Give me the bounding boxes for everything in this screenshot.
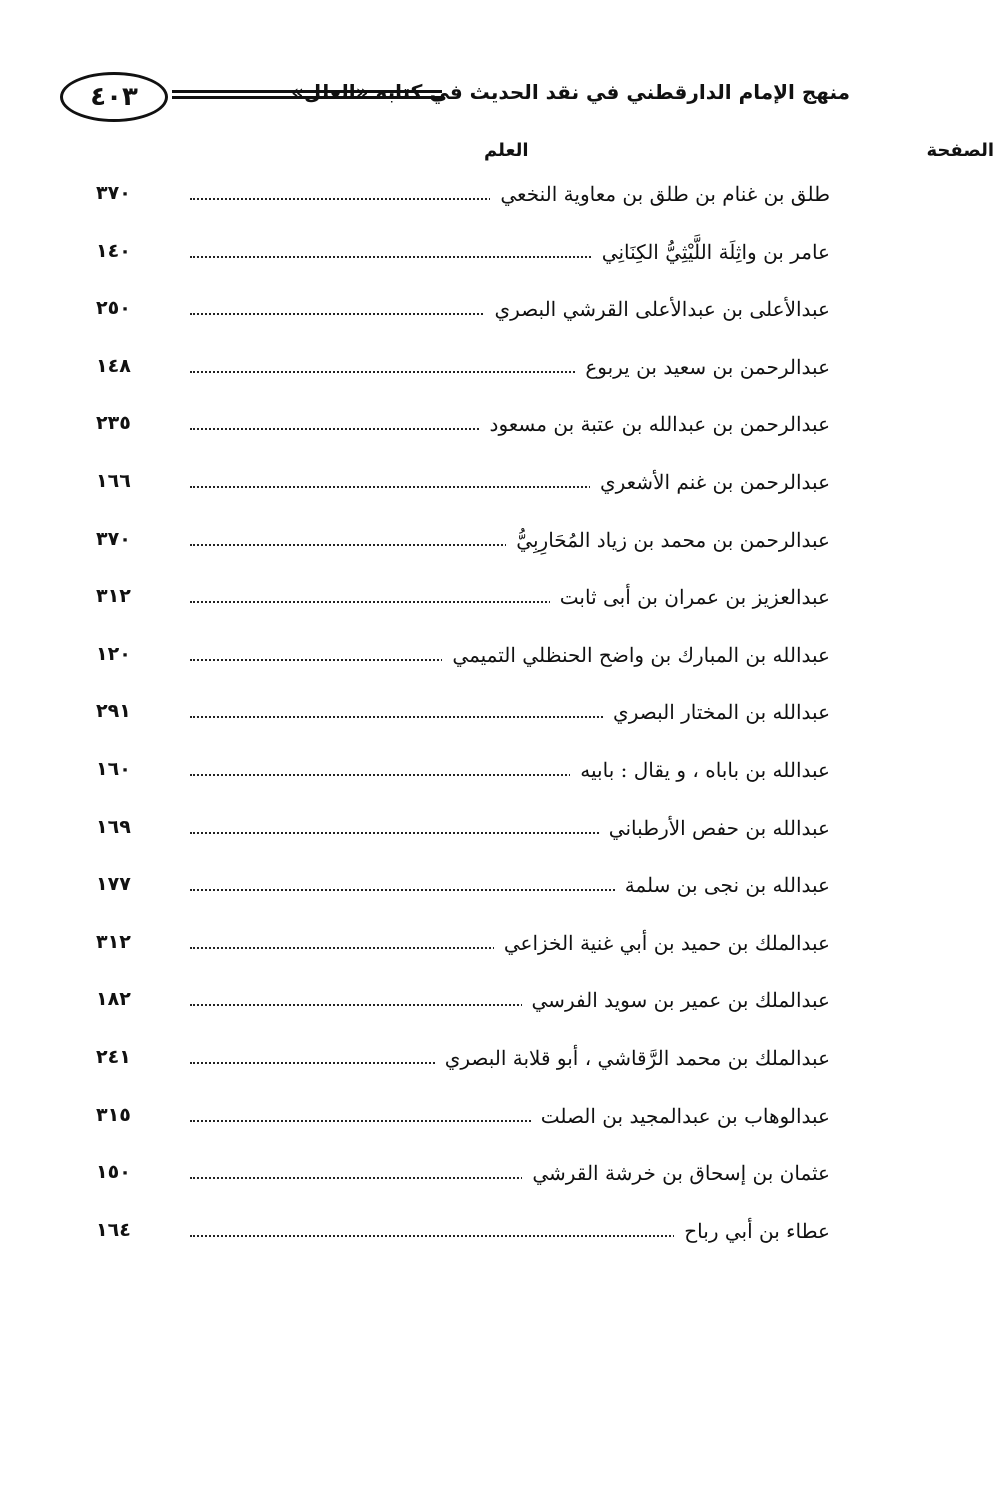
index-row [70, 579, 830, 637]
book-title: منهج الإمام الدارقطني في نقد الحديث في كتابه «العلل» [290, 80, 850, 104]
index-entry-page: ٣١٢ [96, 585, 131, 608]
page-number: ٤٠٣ [60, 72, 168, 122]
index-entry-name: عامر بن واثِلَة اللَّيْثِيُّ الكِنَانِي [592, 240, 830, 264]
index-row [70, 752, 830, 810]
index-entry-name: عبدالملك بن حميد بن أبي غنية الخزاعي [494, 931, 830, 955]
index-entry-name: عبدالله بن نجى بن سلمة [615, 873, 830, 897]
index-entry-page: ٣٧٠ [96, 527, 131, 550]
index-entry-name: عبدالوهاب بن عبدالمجيد بن الصلت [531, 1104, 830, 1128]
index-row [70, 176, 830, 234]
index-row [70, 522, 830, 580]
index-row [70, 637, 830, 695]
index-row [70, 291, 830, 349]
index-entry-page: ١٢٠ [96, 642, 131, 665]
index-entry-page: ١٦٩ [96, 815, 131, 838]
index-row [70, 694, 830, 752]
index-entry-name: عبدالملك بن محمد الرَّقاشي ، أبو قلابة البصري [435, 1046, 830, 1070]
index-row [70, 349, 830, 407]
index-entry-name: عبدالرحمن بن محمد بن زياد المُحَارِبِيُّ [506, 528, 830, 552]
column-header-page: الصفحة [926, 140, 994, 161]
index-row [70, 982, 830, 1040]
index-entry-page: ٢٣٥ [96, 412, 131, 435]
index-entry-name: عبدالله بن باباه ، و يقال : بابيه [570, 758, 830, 782]
index-entry-page: ١٦٠ [96, 757, 131, 780]
index-entry-page: ٣٧٠ [96, 182, 131, 204]
index-entry-page: ٣١٢ [96, 930, 131, 953]
index-entry-name: عبدالله بن المختار البصري [603, 700, 830, 724]
index-row [70, 406, 830, 464]
index-row [70, 1098, 830, 1156]
index-entry-name: عبدالرحمن بن سعيد بن يربوع [575, 355, 830, 379]
index-entry-page: ٢٥٠ [96, 297, 131, 320]
index-row [70, 464, 830, 522]
index-entry-page: ١٦٦ [96, 469, 131, 492]
index-entry-name: عبدالله بن حفص الأرطباني [599, 816, 830, 840]
index-entry-page: ١٦٤ [96, 1218, 131, 1241]
index-row [70, 810, 830, 868]
index-entry-name: عطاء بن أبي رباح [674, 1219, 830, 1243]
index-entry-name: عبدالأعلى بن عبدالأعلى القرشي البصري [485, 297, 830, 321]
index-entry-page: ١٤٠ [96, 239, 131, 262]
index-entry-page: ١٨٢ [96, 988, 131, 1011]
index-row [70, 925, 830, 983]
index-entry-name: عبدالرحمن بن عبدالله بن عتبة بن مسعود [480, 412, 830, 436]
running-header [60, 70, 850, 130]
index-entry-name: عثمان بن إسحاق بن خرشة القرشي [522, 1161, 830, 1185]
index-row [70, 234, 830, 292]
index-entry-page: ١٧٧ [96, 873, 131, 896]
index-entry-name: عبدالله بن المبارك بن واضح الحنظلي التميمي [442, 643, 830, 667]
column-header-name: العلم [484, 140, 529, 161]
index-entry-name: طلق بن غنام بن طلق بن معاوية النخعي [490, 182, 830, 206]
index-entry-page: ١٥٠ [96, 1161, 131, 1184]
index-entry-name: عبدالملك بن عمير بن سويد الفرسي [522, 988, 830, 1012]
index-entry-page: ١٤٨ [96, 354, 131, 377]
index-entry-name: عبدالرحمن بن غنم الأشعري [590, 470, 830, 494]
index-entry-page: ٢٩١ [96, 700, 131, 723]
index-entry-name: عبدالعزيز بن عمران بن أبى ثابت [550, 585, 830, 609]
index-row [70, 1155, 830, 1213]
index-row [70, 1213, 830, 1271]
index-entry-page: ٣١٥ [96, 1103, 131, 1126]
index-entry-page: ٢٤١ [96, 1045, 131, 1068]
index-row [70, 867, 830, 925]
index-row [70, 1040, 830, 1098]
index-list [70, 176, 830, 1270]
